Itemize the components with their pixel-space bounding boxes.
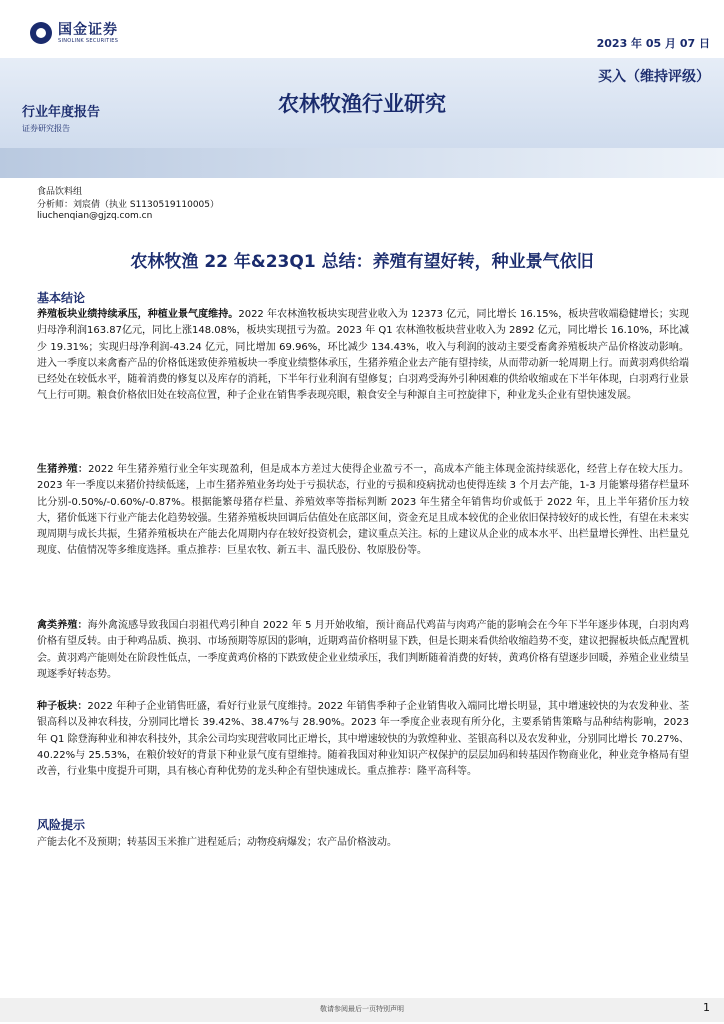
section-title-basic: 基本结论: [37, 291, 86, 305]
paragraph-lead: 禽类养殖：: [37, 620, 88, 631]
rating-label: 买入（维持评级）: [598, 69, 710, 85]
paragraph-hog: [37, 462, 689, 560]
paragraph-seed: [37, 699, 689, 780]
page-number: 1: [703, 1001, 710, 1014]
analyst-info: 分析师：刘宸倩（执业 S1130519110005）: [37, 200, 220, 210]
section-title-risk: 风险提示: [37, 818, 86, 832]
logo-emblem-icon: [30, 22, 52, 44]
footer-disclaimer: 敬请参阅最后一页特别声明: [320, 1005, 404, 1013]
paragraph-body: 2022 年生猪养殖行业全年实现盈利，但是成本方差过大使得企业盈亏不一，高成本产能主体现金流持续恶化，经营上存在较大压力。2023 年一季度以来猪价持续低迷，上市生猪养殖业务均处于亏损状态，行业的亏损和疫病扰动也使得连续 3 个月去产能，1-3 月能繁母猪存栏量环比分别-0.50%/-0.60%/-0.87%。根据能繁母猪存栏量、养殖效率等指标判断 2023 年生猪全年销售均价或低于 2022 年，且上半年猪价压力较大，猪价低迷下行业产能去化趋势较强。生猪养殖板块回调后估值处在底部区间，资金充足且成本较优的企业依旧保持较好的成长性，有望在未来实现周期与成长共振，生猪养殖板块在产能去化周期内存在较好投资机会，建议重点关注。标的上建议从企业的成本水平、出栏量增长弹性、出栏量兑现度、估值情况等多维度选择。重点推荐：巨星农牧、新五丰、温氏股份、牧原股份等。: [37, 464, 690, 557]
report-subtype: 证券研究报告: [22, 124, 70, 133]
industry-title: 农林牧渔行业研究: [278, 92, 446, 116]
company-logo: [30, 22, 118, 44]
paragraph-risk: 产能去化不及预期；转基因玉米推广进程延后；动物疫病爆发；农产品价格波动。: [37, 837, 397, 848]
paragraph-body: 海外禽流感导致我国白羽祖代鸡引种自 2022 年 5 月开始收缩，预计商品代鸡苗与肉鸡产能的影响会在今年下半年逐步体现，白羽肉鸡价格有望反转。由于种鸡品质、换羽、市场预期等原因的影响，近期鸡苗价格明显下跌，但是长期来看供给收缩趋势不变，建议把握板块低点配置机会。黄羽鸡产能则处在阶段性低点，一季度黄鸡价格的下跌致使企业业绩承压，我们判断随着消费的好转，黄鸡价格有望逐步回暖，养殖企业业绩呈现逐季好转态势。: [37, 620, 689, 680]
paragraph-poultry: [37, 618, 689, 683]
logo-cn-text: 国金证券: [58, 21, 118, 38]
header-stripe: [0, 148, 724, 178]
paragraph-overview: [37, 307, 689, 405]
paragraph-body: 2022 年农林渔牧板块实现营业收入为 12373 亿元，同比增长 16.15%，板块营收端稳健增长；实现归母净利润163.87亿元，同比上涨148.08%，板块实现扭亏为盈。2023 年 Q1 农林渔牧板块营业收入为 2892 亿元，同比增长 16.10%，环比减少 19.31%；实现归母净利润-43.24 亿元，同比增加 69.96%，环比减少 134.43%，收入与利润的波动主要受畜禽养殖板块产品价格波动影响。进入一季度以来禽畜产品的价格低迷致使养殖板块一季度业绩整体承压，生猪养殖企业去产能有望持续，从而带动新一轮周期上行。而黄羽鸡供给端已经处在较低水平，随着消费的修复以及库存的消耗，下半年行业利润有望修复；白羽鸡受海外引种困难的供给收缩或在下半年体现，白羽鸡行业景气上行可期。粮食价格依旧处在较高位置，种子企业在销售季表现亮眼，粮食安全与种源自主可控旋律下，种业龙头企业有望快速发展。: [37, 309, 689, 402]
report-date: 2023 年 05 月 07 日: [596, 37, 710, 50]
logo-en-text: SINOLINK SECURITIES: [58, 37, 119, 44]
sector-group: 食品饮料组: [37, 187, 83, 197]
paragraph-body: 2022 年种子企业销售旺盛，看好行业景气度维持。2022 年销售季种子企业销售收入端同比增长明显，其中增速较快的为农发种业、荃银高科以及神农科技，分别同比增长 39.42%、38.47%与 28.90%。2023 年一季度企业表现有所分化，主要系销售策略与品种结构影响，2023 年 Q1 除登海种业和神农科技外，其余公司均实现营收同比正增长，其中增速较快的为敦煌种业、荃银高科以及农发种业，分别同比增长 70.27%、40.22%与 25.53%，在粮价较好的背景下种业景气度有望维持。随着我国对种业知识产权保护的层层加码和转基因作物商业化，种业竞争格局有望改善，行业集中度提升可期，具有核心育种优势的龙头种企有望快速成长。重点推荐：隆平高科等。: [37, 701, 690, 778]
report-type: 行业年度报告: [22, 105, 101, 120]
paragraph-lead: 种子板块：: [37, 701, 88, 712]
paragraph-lead: 养殖板块业绩持续承压，种植业景气度维持。: [37, 309, 239, 320]
paragraph-lead: 生猪养殖：: [37, 464, 89, 475]
report-main-title: 农林牧渔 22 年&23Q1 总结：养殖有望好转，种业景气依旧: [130, 252, 594, 272]
analyst-email[interactable]: liuchenqian@gjzq.com.cn: [37, 211, 153, 221]
